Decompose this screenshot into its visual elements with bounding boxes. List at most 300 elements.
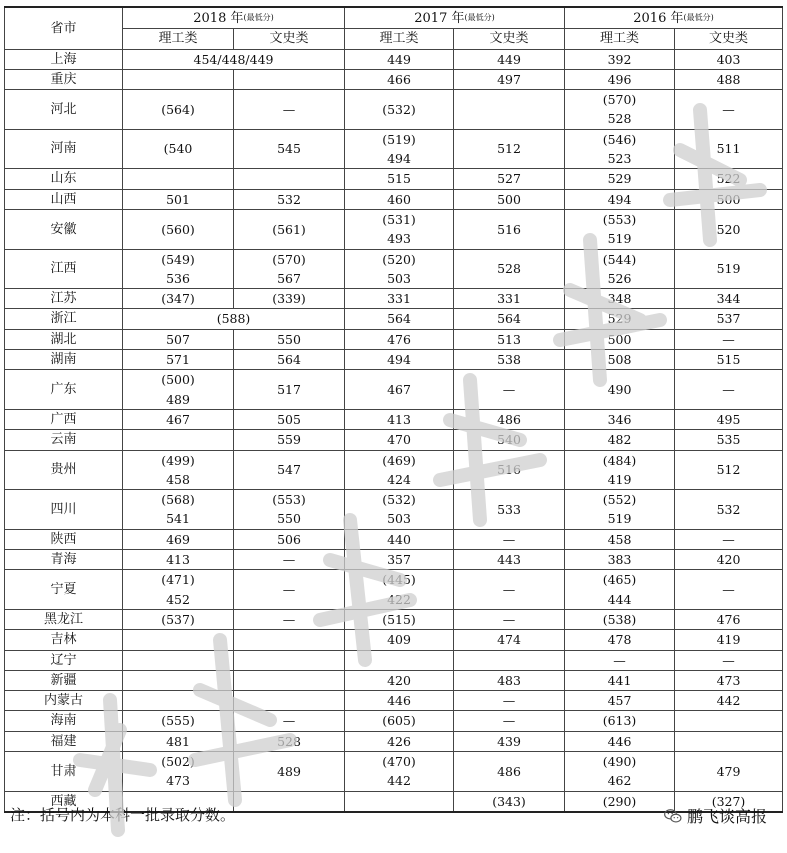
score-value: 490 [607,381,632,397]
score-value: — [722,581,735,597]
score-cell-2017-science [345,791,454,812]
score-cell-2017-science [345,650,454,670]
sub-header-liberal-arts: 文史类 [234,29,345,49]
score-cell-2016-liberal-arts [675,731,783,751]
score-value: 532 [277,191,301,207]
province-name: 河北 [5,90,123,130]
score-cell-2016-liberal-arts [675,189,783,209]
province-name: 宁夏 [5,570,123,610]
score-cell-2017-science [345,609,454,629]
score-cell-2017-liberal-arts [454,350,565,370]
score-value: (553) [272,492,306,508]
score-value: (515) [382,611,416,627]
score-value: 520 [716,221,741,237]
score-value: 446 [387,693,411,709]
table-row [5,69,783,89]
year-header-2016: 2016 年(最低分) [565,7,783,29]
score-value: 413 [387,411,411,427]
score-value: 403 [716,51,741,67]
score-value: 507 [166,331,190,347]
score-value: 439 [497,733,521,749]
score-cell-2017-liberal-arts [454,490,565,530]
score-value: (553) [602,211,637,227]
score-value: — [502,713,516,729]
score-cell-2017-liberal-arts [454,711,565,731]
province-name: 辽宁 [5,650,123,670]
score-value: 479 [716,763,741,779]
score-cell-2018-merged: (588) [123,309,345,329]
score-value: 409 [387,632,411,648]
score-value: 489 [166,391,190,407]
score-cell-2016-science [565,329,675,349]
score-cell-2018-liberal-arts [234,609,345,629]
province-name: 湖南 [5,350,123,370]
score-value: — [722,101,735,117]
score-cell-2016-liberal-arts [675,169,783,189]
score-value: 501 [166,191,190,207]
score-cell-2016-science [565,249,675,289]
province-name: 上海 [5,49,123,69]
score-cell-2018-science [123,370,234,410]
score-cell-2018-science [123,731,234,751]
score-value: 528 [497,261,521,277]
score-cell-2016-science [565,630,675,650]
score-value: 486 [497,411,521,427]
score-value: (570) [602,92,637,108]
score-value: 512 [716,462,741,478]
table-row [5,350,783,370]
score-cell-2016-science [565,309,675,329]
score-cell-2018-liberal-arts [234,711,345,731]
score-value: 505 [277,411,301,427]
score-value: 478 [607,632,632,648]
score-value: (605) [382,713,416,729]
score-cell-2017-science [345,550,454,570]
score-value: 442 [716,693,741,709]
score-cell-2018-liberal-arts [234,169,345,189]
score-value: (470) [382,753,416,769]
score-value: (490) [602,753,637,769]
score-value: 535 [716,432,741,448]
sub-header-science: 理工类 [345,29,454,49]
score-value: 515 [387,171,411,187]
score-value: (347) [161,291,195,307]
score-value: 344 [716,291,741,307]
score-cell-2018-science [123,450,234,490]
score-value: 529 [607,171,632,187]
score-value: — [282,713,296,729]
score-cell-2016-liberal-arts [675,751,783,791]
score-cell-2017-science [345,529,454,549]
score-cell-2018-liberal-arts [234,490,345,530]
score-cell-2017-science [345,370,454,410]
score-cell-2016-liberal-arts [675,630,783,650]
score-cell-2016-liberal-arts [675,129,783,169]
score-value: 392 [607,51,632,67]
score-cell-2016-science [565,189,675,209]
score-value: 519 [607,231,632,247]
score-cell-2018-liberal-arts [234,751,345,791]
score-cell-2018-science [123,650,234,670]
score-value: 420 [387,672,411,688]
province-name: 湖北 [5,329,123,349]
score-value: 446 [607,733,632,749]
score-value: 506 [277,531,301,547]
score-cell-2018-liberal-arts [234,370,345,410]
score-cell-2017-liberal-arts [454,731,565,751]
score-value: 442 [387,773,411,789]
score-cell-2017-science [345,209,454,249]
score-cell-2016-liberal-arts [675,609,783,629]
table-row [5,670,783,690]
score-cell-2018-science [123,350,234,370]
score-value: — [502,611,516,627]
score-cell-2016-science [565,289,675,309]
score-cell-2017-liberal-arts [454,529,565,549]
score-value: 441 [607,672,632,688]
score-value: 493 [387,231,411,247]
score-value: 440 [387,531,411,547]
score-cell-2016-science [565,609,675,629]
score-value: 538 [497,352,521,368]
score-cell-2016-liberal-arts [675,69,783,89]
score-value: 512 [497,141,521,157]
score-value: — [282,611,296,627]
score-value: 346 [607,411,632,427]
table-row [5,49,783,69]
score-cell-2018-merged: 454/448/449 [123,49,345,69]
table-row [5,570,783,610]
score-value: 541 [166,511,190,527]
score-table-wrapper [4,6,782,813]
score-cell-2017-liberal-arts [454,309,565,329]
score-value: (343) [492,793,526,809]
province-name: 山西 [5,189,123,209]
score-cell-2016-liberal-arts [675,450,783,490]
score-value: 529 [607,311,632,327]
score-cell-2016-science [565,209,675,249]
score-cell-2017-science [345,670,454,690]
score-cell-2016-science [565,90,675,130]
score-cell-2018-liberal-arts [234,129,345,169]
score-cell-2018-science [123,90,234,130]
score-cell-2016-science [565,49,675,69]
score-cell-2018-liberal-arts [234,630,345,650]
score-cell-2018-science [123,691,234,711]
score-cell-2016-science [565,711,675,731]
score-cell-2016-science [565,529,675,549]
score-value: 481 [166,733,190,749]
score-cell-2017-liberal-arts [454,650,565,670]
score-cell-2017-liberal-arts [454,450,565,490]
score-value: 383 [607,552,632,568]
score-value: (537) [161,611,195,627]
score-cell-2016-liberal-arts [675,650,783,670]
score-cell-2016-science [565,751,675,791]
score-cell-2018-liberal-arts [234,791,345,812]
score-value: 528 [277,733,301,749]
score-value: — [282,101,296,117]
province-name: 安徽 [5,209,123,249]
score-value: 550 [277,331,301,347]
score-cell-2017-liberal-arts [454,570,565,610]
province-name: 海南 [5,711,123,731]
score-value: 426 [387,733,411,749]
admission-score-table [4,6,783,813]
score-value: 443 [497,552,521,568]
score-value: 497 [497,71,521,87]
score-value: 488 [716,71,741,87]
score-value: 519 [716,261,741,277]
province-name: 广东 [5,370,123,410]
table-body [5,49,783,812]
score-cell-2018-science [123,169,234,189]
score-cell-2017-science [345,409,454,429]
sub-header-science: 理工类 [123,29,234,49]
score-cell-2016-liberal-arts [675,49,783,69]
score-cell-2018-liberal-arts [234,209,345,249]
score-value: (555) [161,713,195,729]
score-cell-2016-science [565,570,675,610]
score-cell-2016-science [565,129,675,169]
score-value: 489 [277,763,301,779]
score-value: — [502,581,516,597]
score-cell-2018-science [123,129,234,169]
score-value: 348 [607,291,632,307]
score-cell-2018-science [123,329,234,349]
province-name: 四川 [5,490,123,530]
score-value: — [502,381,516,397]
table-row [5,529,783,549]
province-name: 黑龙江 [5,609,123,629]
year-header-2017: 2017 年(最低分) [345,7,565,29]
score-value: 526 [607,270,632,286]
score-cell-2016-liberal-arts [675,90,783,130]
score-value: (290) [602,793,637,809]
score-cell-2017-liberal-arts [454,430,565,450]
score-value: (520) [382,251,416,267]
score-cell-2016-science [565,409,675,429]
score-cell-2018-science [123,249,234,289]
score-cell-2017-science [345,309,454,329]
score-value: 511 [716,141,741,157]
score-value: 462 [607,773,632,789]
score-cell-2016-liberal-arts [675,249,783,289]
score-cell-2018-liberal-arts [234,90,345,130]
score-cell-2017-liberal-arts [454,670,565,690]
score-cell-2018-science [123,670,234,690]
score-value: 483 [497,672,521,688]
score-cell-2018-science [123,609,234,629]
score-cell-2016-science [565,670,675,690]
score-cell-2016-science [565,350,675,370]
score-value: 474 [497,632,521,648]
score-value: (549) [161,251,195,267]
score-value: — [282,581,296,597]
score-value: (552) [602,492,637,508]
score-cell-2016-liberal-arts [675,350,783,370]
score-value: (532) [382,101,416,117]
score-cell-2018-liberal-arts [234,450,345,490]
score-cell-2017-science [345,129,454,169]
table-row [5,430,783,450]
score-value: 559 [277,432,301,448]
score-cell-2016-liberal-arts [675,670,783,690]
table-row [5,189,783,209]
score-cell-2017-liberal-arts [454,630,565,650]
score-cell-2018-science [123,529,234,549]
score-value: 567 [277,270,301,286]
score-cell-2018-science [123,209,234,249]
score-cell-2018-liberal-arts [234,570,345,610]
sub-header-liberal-arts: 文史类 [675,29,783,49]
score-cell-2018-science [123,69,234,89]
score-cell-2018-science [123,430,234,450]
score-cell-2017-liberal-arts [454,609,565,629]
score-value: (499) [161,452,195,468]
score-cell-2016-science [565,450,675,490]
score-value: 469 [166,531,190,547]
score-value: 424 [387,471,411,487]
score-value: 519 [607,511,632,527]
score-value: 500 [497,191,521,207]
score-cell-2018-liberal-arts [234,69,345,89]
province-name: 云南 [5,430,123,450]
score-cell-2018-liberal-arts [234,409,345,429]
score-cell-2016-liberal-arts [675,409,783,429]
score-value: (500) [161,372,195,388]
province-name: 河南 [5,129,123,169]
province-name: 浙江 [5,309,123,329]
table-row [5,691,783,711]
table-row [5,409,783,429]
score-value: 331 [497,291,521,307]
score-value: 486 [497,763,521,779]
table-row [5,249,783,289]
score-cell-2016-science [565,691,675,711]
table-row [5,751,783,791]
score-value: (546) [602,131,637,147]
score-cell-2016-liberal-arts [675,529,783,549]
province-name: 江西 [5,249,123,289]
province-name: 江苏 [5,289,123,309]
table-row [5,450,783,490]
score-value: — [502,693,516,709]
table-row [5,169,783,189]
province-name: 新疆 [5,670,123,690]
score-cell-2016-liberal-arts [675,370,783,410]
score-value: (544) [602,251,637,267]
score-cell-2018-liberal-arts [234,529,345,549]
score-value: 444 [607,591,632,607]
score-value: — [722,652,735,668]
score-cell-2016-liberal-arts [675,550,783,570]
score-cell-2017-science [345,430,454,450]
score-value: 527 [497,171,521,187]
score-cell-2017-liberal-arts [454,409,565,429]
sub-header-science: 理工类 [565,29,675,49]
score-cell-2017-science [345,90,454,130]
score-cell-2018-science [123,189,234,209]
score-cell-2017-science [345,189,454,209]
province-name: 山东 [5,169,123,189]
score-value: 496 [607,71,632,87]
score-value: 513 [497,331,521,347]
score-value: 458 [607,531,632,547]
table-row [5,209,783,249]
score-cell-2018-liberal-arts [234,650,345,670]
score-cell-2018-liberal-arts [234,731,345,751]
table-row [5,329,783,349]
score-cell-2017-liberal-arts [454,791,565,812]
score-value: (327) [711,793,746,809]
score-value: (540 [163,141,193,157]
score-cell-2017-liberal-arts [454,129,565,169]
score-cell-2017-science [345,731,454,751]
score-cell-2018-liberal-arts [234,329,345,349]
score-value: (568) [161,492,195,508]
score-cell-2016-liberal-arts [675,289,783,309]
score-cell-2016-science [565,791,675,812]
score-value: (465) [602,572,637,588]
table-row [5,630,783,650]
score-value: 449 [497,51,521,67]
score-cell-2018-liberal-arts [234,249,345,289]
score-cell-2017-liberal-arts [454,90,565,130]
table-row [5,289,783,309]
score-cell-2017-science [345,69,454,89]
score-cell-2017-science [345,169,454,189]
score-cell-2017-science [345,570,454,610]
score-cell-2018-liberal-arts [234,350,345,370]
score-cell-2017-science [345,49,454,69]
score-value: 564 [277,352,301,368]
score-value: 470 [387,432,411,448]
province-name: 吉林 [5,630,123,650]
score-cell-2016-science [565,169,675,189]
score-value: — [282,552,296,568]
score-value: (564) [161,101,195,117]
score-value: 537 [716,311,741,327]
score-cell-2017-liberal-arts [454,189,565,209]
score-cell-2016-science [565,430,675,450]
score-cell-2016-science [565,650,675,670]
province-name: 青海 [5,550,123,570]
score-value: 473 [166,773,190,789]
score-cell-2017-liberal-arts [454,370,565,410]
province-name: 内蒙古 [5,691,123,711]
score-cell-2017-science [345,450,454,490]
score-cell-2016-science [565,69,675,89]
score-value: 516 [497,462,521,478]
score-cell-2018-liberal-arts [234,691,345,711]
score-cell-2018-liberal-arts [234,430,345,450]
brand-badge [663,804,767,827]
score-value: 550 [277,511,301,527]
table-row [5,550,783,570]
score-value: 357 [387,552,411,568]
score-value: 413 [166,552,190,568]
score-cell-2016-liberal-arts [675,309,783,329]
table-row [5,129,783,169]
score-value: (570) [272,251,306,267]
score-value: — [502,531,516,547]
province-name: 重庆 [5,69,123,89]
score-cell-2016-science [565,731,675,751]
province-name: 甘肃 [5,751,123,791]
score-cell-2017-liberal-arts [454,249,565,289]
score-value: 494 [387,352,411,368]
